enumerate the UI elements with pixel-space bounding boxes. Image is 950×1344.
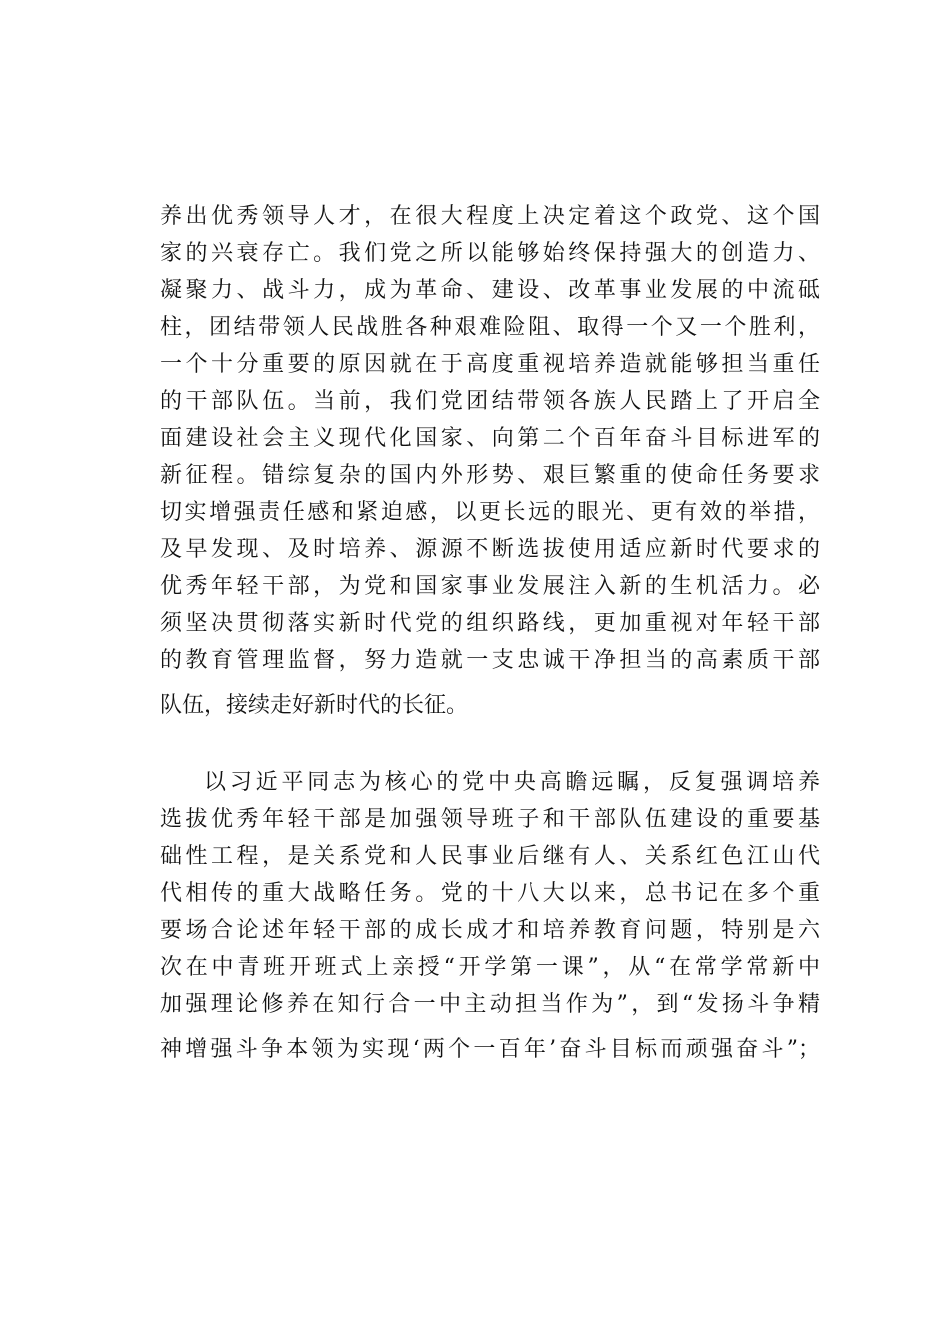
paragraph-line: 选拔优秀年轻干部是加强领导班子和干部队伍建设的重要基: [160, 807, 820, 832]
paragraph-line: 切实增强责任感和紧迫感，以更长远的眼光、更有效的举措，: [160, 500, 820, 525]
paragraph-line: 的教育管理监督，努力造就一支忠诚干净担当的高素质干部: [160, 648, 820, 673]
paragraph-line: 一个十分重要的原因就在于高度重视培养造就能够担当重任: [160, 352, 820, 377]
paragraph-line: 养出优秀领导人才，在很大程度上决定着这个政党、这个国: [160, 204, 820, 229]
paragraph-line: 以习近平同志为核心的党中央高瞻远瞩，反复强调培养: [204, 770, 820, 795]
paragraph-2: [160, 764, 820, 1068]
paragraph-1: [160, 198, 820, 724]
paragraph-line: 优秀年轻干部，为党和国家事业发展注入新的生机活力。必: [160, 574, 820, 599]
paragraph-line: 的干部队伍。当前，我们党团结带领各族人民踏上了开启全: [160, 389, 820, 414]
paragraph-line: 础性工程，是关系党和人民事业后继有人、关系红色江山代: [160, 844, 820, 869]
paragraph-line: 面建设社会主义现代化国家、向第二个百年奋斗目标进军的: [160, 426, 820, 451]
paragraph-line: 代相传的重大战略任务。党的十八大以来，总书记在多个重: [160, 881, 820, 906]
paragraph-line: 新征程。错综复杂的国内外形势、艰巨繁重的使命任务要求: [160, 463, 820, 488]
paragraph-line: 须坚决贯彻落实新时代党的组织路线，更加重视对年轻干部: [160, 611, 820, 636]
paragraph-line: 神增强斗争本领为实现‘两个一百年’奋斗目标而顽强奋斗”；: [160, 1037, 820, 1062]
paragraph-line: 加强理论修养在知行合一中主动担当作为”，到“发扬斗争精: [160, 992, 820, 1017]
paragraph-line: 次在中青班开班式上亲授“开学第一课”，从“在常学常新中: [160, 955, 820, 980]
paragraph-line: 家的兴衰存亡。我们党之所以能够始终保持强大的创造力、: [160, 241, 820, 266]
paragraph-line: 柱，团结带领人民战胜各种艰难险阻、取得一个又一个胜利，: [160, 315, 820, 340]
paragraph-line: 队伍，接续走好新时代的长征。: [160, 693, 469, 718]
paragraph-line: 要场合论述年轻干部的成长成才和培养教育问题，特别是六: [160, 918, 820, 943]
paragraph-line: 凝聚力、战斗力，成为革命、建设、改革事业发展的中流砥: [160, 278, 820, 303]
paragraph-line: 及早发现、及时培养、源源不断选拔使用适应新时代要求的: [160, 537, 820, 562]
